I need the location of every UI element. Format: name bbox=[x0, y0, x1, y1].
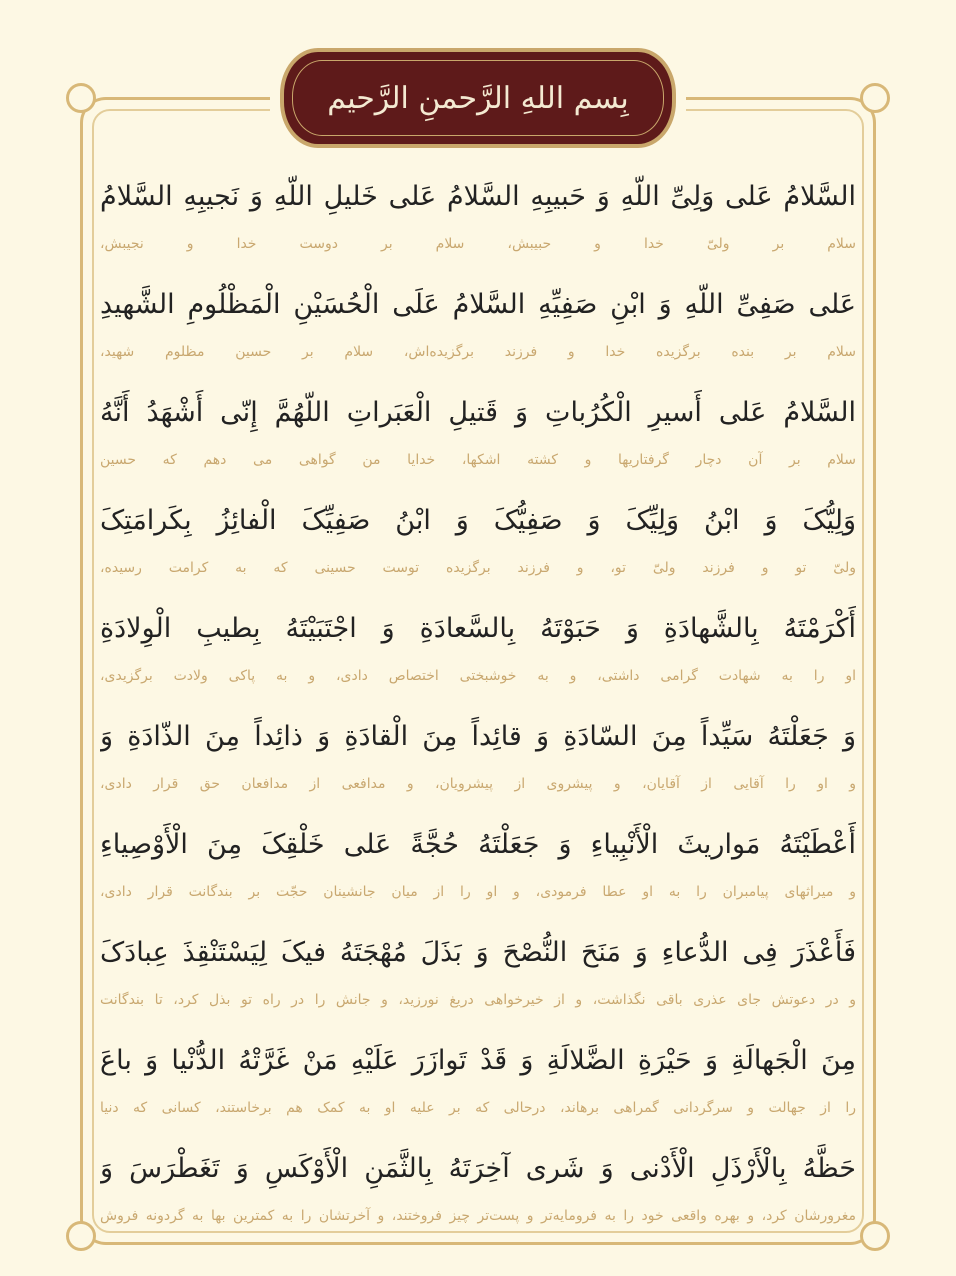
persian-translation-line: سلام بر ولیّ خدا و حبیبش، سلام بر دوست خدا و نجیبش، bbox=[100, 236, 856, 252]
persian-translation-line: سلام بر آن دچار گرفتاریها و کشته اشکها، خدایا من گواهی می دهم که حسین bbox=[100, 452, 856, 468]
persian-translation-line: مغرورشان کرد، و بهره واقعی خود را به فرومایه‌تر و پست‌تر چیز فروختند، و آخرتشان را به کمترین بها به گردونه فروش bbox=[100, 1208, 856, 1224]
arabic-verse-line: السَّلامُ عَلی وَلِیِّ اللّهِ وَ حَبیبِهِ السَّلامُ عَلی خَلیلِ اللّهِ وَ نَجیبِهِ السَّلامُ bbox=[100, 181, 856, 212]
verse-pair bbox=[100, 273, 856, 381]
verse-pair bbox=[100, 1029, 856, 1137]
arabic-verse-line: فَأَعْذَرَ فِی الدُّعاءِ وَ مَنَحَ النُّصْحَ وَ بَذَلَ مُهْجَتَهُ فیکَ لِیَسْتَنْقِذَ عِبادَکَ bbox=[100, 937, 856, 968]
verse-pair bbox=[100, 1137, 856, 1245]
arabic-verse-line: وَ جَعَلْتَهُ سَیِّداً مِنَ السّادَةِ وَ قائِداً مِنَ الْقادَةِ وَ ذائِداً مِنَ الذّادَةِ وَ bbox=[100, 721, 856, 752]
arabic-verse-line: مِنَ الْجَهالَةِ وَ حَیْرَةِ الضَّلالَةِ وَ قَدْ تَوازَرَ عَلَیْهِ مَنْ غَرَّتْهُ الدُّنْیا وَ باعَ bbox=[100, 1045, 856, 1076]
corner-ornament-icon bbox=[860, 83, 890, 113]
persian-translation-line: را از جهالت و سرگردانی گمراهی برهاند، درحالی که بر علیه او به کمک هم برخاستند، کسانی که دنیا bbox=[100, 1100, 856, 1116]
verse-pair bbox=[100, 705, 856, 813]
corner-ornament-icon bbox=[860, 1221, 890, 1251]
arabic-verse-line: السَّلامُ عَلی أَسیرِ الْکُرُباتِ وَ قَتیلِ الْعَبَراتِ اللّهُمَّ إِنّی أَشْهَدُ أَنَّهُ bbox=[100, 397, 856, 428]
arabic-verse-line: حَظَّهُ بِالْأَرْذَلِ الْأَدْنی وَ شَری آخِرَتَهُ بِالثَّمَنِ الْأَوْکَسِ وَ تَغَطْرَسَ وَ bbox=[100, 1153, 856, 1184]
verse-pair bbox=[100, 813, 856, 921]
header-plaque bbox=[280, 48, 676, 148]
persian-translation-line: و میراثهای پیامبران را به او عطا فرمودی، و او را از میان جانشینان حجّت بر بندگانت قرار دادی، bbox=[100, 884, 856, 900]
corner-ornament-icon bbox=[66, 1221, 96, 1251]
verse-pair bbox=[100, 489, 856, 597]
arabic-verse-line: أَعْطَیْتَهُ مَواریثَ الْأَنْبِیاءِ وَ جَعَلْتَهُ حُجَّةً عَلی خَلْقِکَ مِنَ الْأَوْصِیاءِ bbox=[100, 829, 856, 860]
persian-translation-line: سلام بر بنده برگزیده خدا و فرزند برگزیده‌اش، سلام بر حسین مظلوم شهید، bbox=[100, 344, 856, 360]
persian-translation-line: او را به شهادت گرامی داشتی، و به خوشبختی اختصاص دادی، و به پاکی ولادت برگزیدی، bbox=[100, 668, 856, 684]
persian-translation-line: و او را آقایی از آقایان، و پیشروی از پیشرویان، و مدافعی از مدافعان حق قرار دادی، bbox=[100, 776, 856, 792]
text-body bbox=[100, 165, 856, 1245]
persian-translation-line: و در دعوتش جای عذری باقی نگذاشت، و از خیرخواهی دریغ نورزید، و جانش را در راه تو بذل کرد، تا بندگانت bbox=[100, 992, 856, 1008]
arabic-verse-line: أَکْرَمْتَهُ بِالشَّهادَةِ وَ حَبَوْتَهُ بِالسَّعادَةِ وَ اجْتَبَیْتَهُ بِطیبِ الْوِلادَةِ bbox=[100, 613, 856, 644]
corner-ornament-icon bbox=[66, 83, 96, 113]
arabic-verse-line: عَلی صَفِیِّ اللّهِ وَ ابْنِ صَفِیِّهِ السَّلامُ عَلَی الْحُسَیْنِ الْمَظْلُومِ الشَّهیدِ bbox=[100, 289, 856, 320]
verse-pair bbox=[100, 165, 856, 273]
verse-pair bbox=[100, 921, 856, 1029]
basmala-title: بِسم اللهِ الرَّحمنِ الرَّحيم bbox=[327, 80, 629, 116]
persian-translation-line: ولیّ تو و فرزند ولیّ تو، و فرزند برگزیده توست حسینی که به کرامت رسیده، bbox=[100, 560, 856, 576]
verse-pair bbox=[100, 381, 856, 489]
verse-pair bbox=[100, 597, 856, 705]
arabic-verse-line: وَلِیُّکَ وَ ابْنُ وَلِیِّکَ وَ صَفِیُّکَ وَ ابْنُ صَفِیِّکَ الْفائِزُ بِکَرامَتِکَ bbox=[100, 505, 856, 536]
